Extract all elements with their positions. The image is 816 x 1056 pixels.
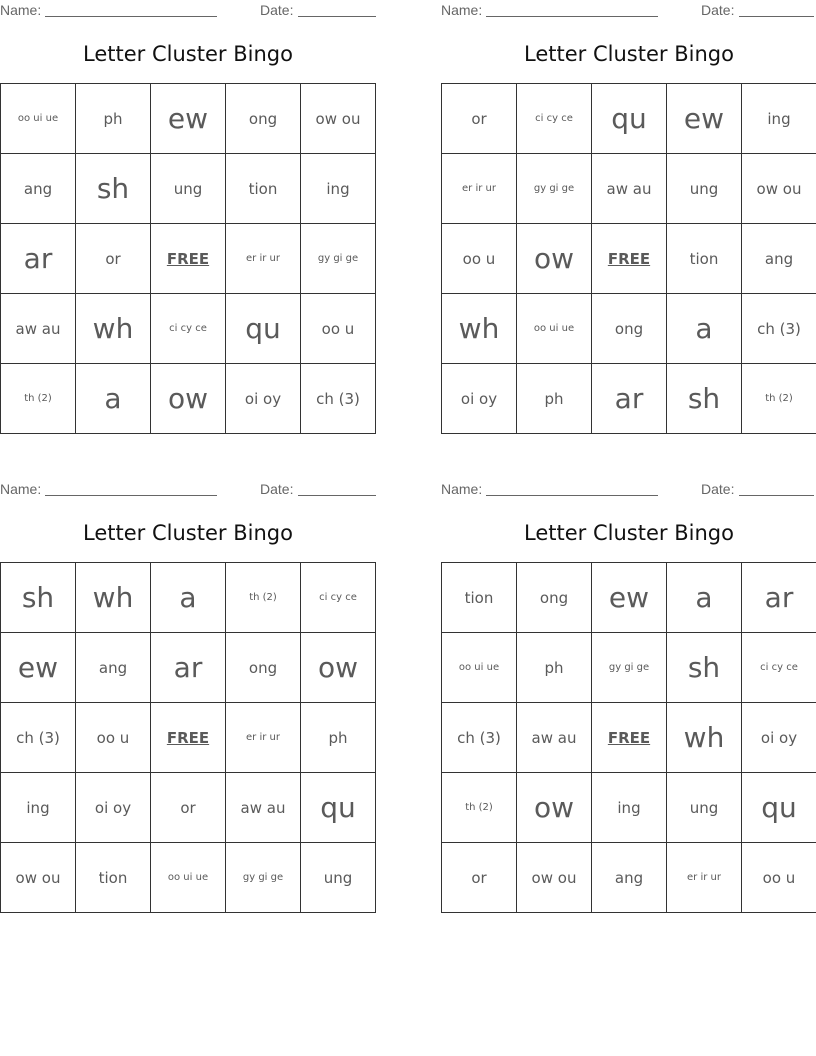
bingo-cell: ar: [592, 364, 667, 434]
free-cell: FREE: [592, 703, 667, 773]
date-blank-line: [298, 495, 376, 496]
bingo-cell: er ir ur: [226, 703, 301, 773]
bingo-cell: ew: [592, 563, 667, 633]
date-label: Date:: [701, 481, 735, 497]
bingo-cell: oi oy: [226, 364, 301, 434]
bingo-cell: oo ui ue: [151, 843, 226, 913]
bingo-cell: ph: [517, 364, 592, 434]
bingo-cell: a: [151, 563, 226, 633]
name-label: Name:: [0, 2, 42, 18]
grid-row: [1, 843, 376, 913]
bingo-cell: ew: [667, 84, 742, 154]
bingo-cell: wh: [76, 563, 151, 633]
bingo-cell: er ir ur: [226, 224, 301, 294]
grid-row: [442, 703, 816, 773]
bingo-cell: ch (3): [442, 703, 517, 773]
name-blank-line: [45, 495, 217, 496]
card-header: [441, 0, 816, 22]
bingo-card: [441, 479, 816, 887]
date-label: Date:: [260, 481, 294, 497]
bingo-cell: ow: [517, 224, 592, 294]
bingo-cell: tion: [442, 563, 517, 633]
free-cell: FREE: [151, 703, 226, 773]
bingo-cell: ch (3): [1, 703, 76, 773]
bingo-cell: tion: [226, 154, 301, 224]
bingo-cell: gy gi ge: [301, 224, 376, 294]
bingo-cell: ing: [592, 773, 667, 843]
bingo-cell: oo ui ue: [442, 633, 517, 703]
bingo-cell: qu: [742, 773, 816, 843]
bingo-cell: ung: [667, 773, 742, 843]
bingo-cell: ew: [151, 84, 226, 154]
bingo-cell: ung: [301, 843, 376, 913]
bingo-cell: a: [667, 563, 742, 633]
grid-row: [442, 563, 816, 633]
card-title: Letter Cluster Bingo: [83, 42, 293, 66]
grid-row: [1, 633, 376, 703]
bingo-cell: a: [667, 294, 742, 364]
bingo-cell: er ir ur: [667, 843, 742, 913]
bingo-grid: [0, 562, 376, 913]
card-header: [0, 479, 376, 501]
bingo-cell: ong: [226, 84, 301, 154]
name-label: Name:: [441, 481, 483, 497]
bingo-cell: sh: [1, 563, 76, 633]
grid-row: [442, 84, 816, 154]
bingo-cell: tion: [76, 843, 151, 913]
bingo-cell: oo u: [742, 843, 816, 913]
grid-row: [1, 364, 376, 434]
bingo-cell: oo u: [442, 224, 517, 294]
bingo-cell: tion: [667, 224, 742, 294]
bingo-card: [0, 479, 376, 887]
grid-row: [1, 224, 376, 294]
bingo-cell: ci cy ce: [742, 633, 816, 703]
bingo-cell: ow ou: [1, 843, 76, 913]
grid-row: [442, 294, 816, 364]
name-blank-line: [486, 16, 658, 17]
grid-row: [1, 563, 376, 633]
card-title: Letter Cluster Bingo: [524, 42, 734, 66]
bingo-cell: oi oy: [742, 703, 816, 773]
bingo-cell: wh: [667, 703, 742, 773]
bingo-cell: qu: [592, 84, 667, 154]
bingo-cell: aw au: [592, 154, 667, 224]
card-title: Letter Cluster Bingo: [83, 521, 293, 545]
bingo-cell: aw au: [226, 773, 301, 843]
date-blank-line: [739, 495, 814, 496]
bingo-cell: ing: [301, 154, 376, 224]
bingo-cell: ong: [517, 563, 592, 633]
bingo-cell: th (2): [1, 364, 76, 434]
grid-row: [1, 294, 376, 364]
grid-row: [442, 633, 816, 703]
bingo-cell: or: [151, 773, 226, 843]
bingo-cell: ow ou: [517, 843, 592, 913]
bingo-cell: wh: [76, 294, 151, 364]
bingo-cell: oi oy: [76, 773, 151, 843]
bingo-cell: oo ui ue: [517, 294, 592, 364]
bingo-cell: ar: [151, 633, 226, 703]
bingo-grid: [0, 83, 376, 434]
bingo-cell: ong: [592, 294, 667, 364]
bingo-cell: ang: [1, 154, 76, 224]
bingo-cell: ang: [76, 633, 151, 703]
bingo-cell: ch (3): [742, 294, 816, 364]
bingo-cell: ar: [742, 563, 816, 633]
bingo-cell: aw au: [1, 294, 76, 364]
bingo-cell: aw au: [517, 703, 592, 773]
bingo-cell: ci cy ce: [517, 84, 592, 154]
bingo-cell: oo u: [76, 703, 151, 773]
bingo-cell: or: [442, 84, 517, 154]
grid-row: [442, 773, 816, 843]
date-blank-line: [739, 16, 814, 17]
bingo-cell: ci cy ce: [151, 294, 226, 364]
card-header: [441, 479, 816, 501]
grid-row: [1, 773, 376, 843]
bingo-cell: ci cy ce: [301, 563, 376, 633]
grid-row: [442, 154, 816, 224]
bingo-cell: ing: [742, 84, 816, 154]
card-header: [0, 0, 376, 22]
bingo-cell: qu: [301, 773, 376, 843]
bingo-cell: ar: [1, 224, 76, 294]
bingo-cell: ang: [592, 843, 667, 913]
grid-row: [1, 154, 376, 224]
bingo-cell: qu: [226, 294, 301, 364]
bingo-cell: or: [442, 843, 517, 913]
bingo-cell: ang: [742, 224, 816, 294]
date-blank-line: [298, 16, 376, 17]
bingo-cell: ph: [76, 84, 151, 154]
bingo-cell: wh: [442, 294, 517, 364]
bingo-cell: sh: [667, 633, 742, 703]
bingo-cell: sh: [667, 364, 742, 434]
bingo-cell: ch (3): [301, 364, 376, 434]
free-cell: FREE: [151, 224, 226, 294]
bingo-card: [0, 0, 376, 415]
grid-row: [442, 843, 816, 913]
name-label: Name:: [0, 481, 42, 497]
bingo-cell: ung: [667, 154, 742, 224]
bingo-cell: ph: [301, 703, 376, 773]
bingo-cell: gy gi ge: [226, 843, 301, 913]
bingo-cell: ow: [151, 364, 226, 434]
bingo-cell: gy gi ge: [517, 154, 592, 224]
bingo-cell: gy gi ge: [592, 633, 667, 703]
grid-row: [442, 364, 816, 434]
bingo-card: [441, 0, 816, 415]
bingo-cell: th (2): [442, 773, 517, 843]
bingo-cell: ow ou: [301, 84, 376, 154]
bingo-cell: ow: [301, 633, 376, 703]
bingo-cell: ung: [151, 154, 226, 224]
bingo-cell: er ir ur: [442, 154, 517, 224]
grid-row: [1, 703, 376, 773]
bingo-cell: ow: [517, 773, 592, 843]
bingo-cell: th (2): [226, 563, 301, 633]
bingo-cell: oo ui ue: [1, 84, 76, 154]
bingo-cell: ong: [226, 633, 301, 703]
bingo-cell: a: [76, 364, 151, 434]
bingo-cell: oo u: [301, 294, 376, 364]
bingo-cell: ing: [1, 773, 76, 843]
bingo-cell: th (2): [742, 364, 816, 434]
free-cell: FREE: [592, 224, 667, 294]
bingo-cell: or: [76, 224, 151, 294]
bingo-cell: oi oy: [442, 364, 517, 434]
bingo-grid: [441, 562, 816, 913]
date-label: Date:: [701, 2, 735, 18]
name-blank-line: [486, 495, 658, 496]
date-label: Date:: [260, 2, 294, 18]
bingo-cell: ow ou: [742, 154, 816, 224]
grid-row: [1, 84, 376, 154]
bingo-cell: sh: [76, 154, 151, 224]
bingo-cell: ew: [1, 633, 76, 703]
card-title: Letter Cluster Bingo: [524, 521, 734, 545]
name-label: Name:: [441, 2, 483, 18]
bingo-cell: ph: [517, 633, 592, 703]
name-blank-line: [45, 16, 217, 17]
bingo-grid: [441, 83, 816, 434]
grid-row: [442, 224, 816, 294]
